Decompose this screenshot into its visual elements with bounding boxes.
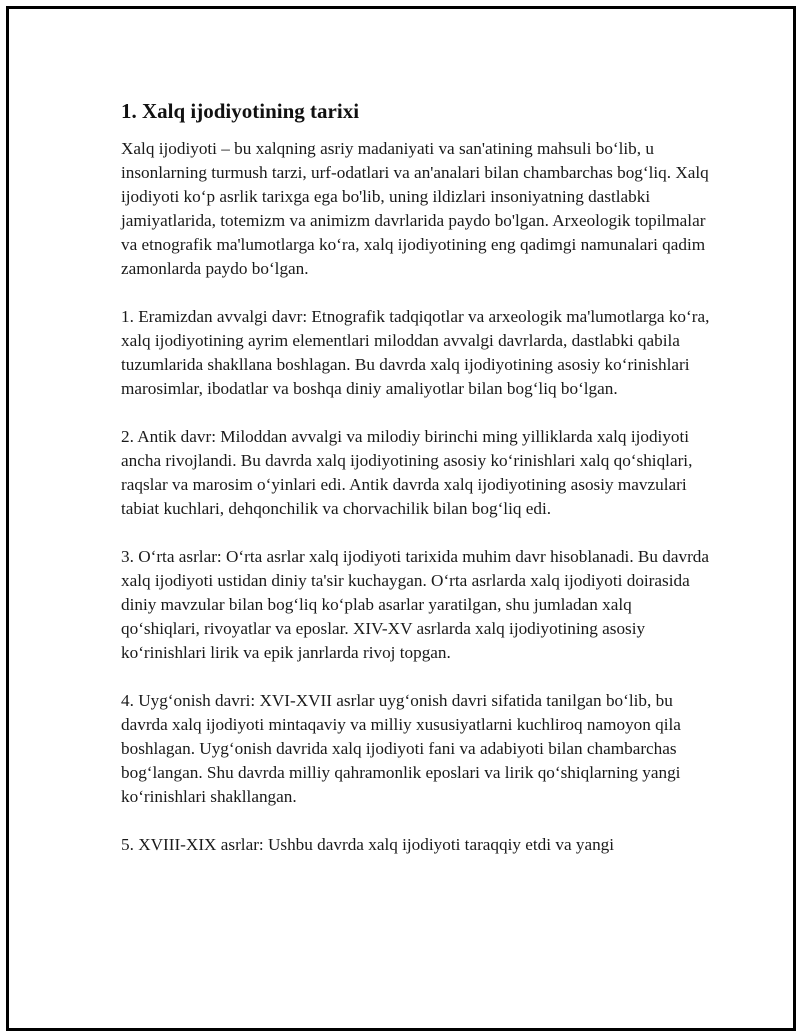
document-title: 1. Xalq ijodiyotining tarixi (121, 99, 360, 123)
paragraph-period-5: 5. XVIII-XIX asrlar: Ushbu davrda xalq ijodiyoti taraqqiy etdi va yangi (121, 835, 615, 854)
paragraph-period-4: 4. Uyg‘onish davri: XVI-XVII asrlar uyg‘onish davri sifatida tanilgan bo‘lib, bu davrda xalq ijodiyoti mintaqaviy va milliy xususiyatlarni kuchliroq namoyon qila boshlagan. Uyg‘onish davrida xalq ijodiyoti fani va adabiyoti bilan chambarchas bog‘langan. Shu davrda milliy qahramonlik eposlari va lirik qo‘shiqlarning yangi ko‘rinishlari shakllangan. (121, 691, 681, 806)
document-body (121, 97, 711, 881)
paragraph-intro: Xalq ijodiyoti – bu xalqning asriy madaniyati va san'atining mahsuli bo‘lib, u insonlarning turmush tarzi, urf-odatlari va an'analari bilan chambarchas bog‘liq. Xalq ijodiyoti ko‘p asrlik tarixga ega bo'lib, uning ildizlari insoniyatning dastlabki jamiyatlarida, totemizm va animizm davrlarida paydo bo'lgan. Arxeologik topilmalar va etnografik ma'lumotlarga ko‘ra, xalq ijodiyotining eng qadimgi namunalari qadim zamonlarda paydo bo‘lgan. (121, 139, 709, 278)
paragraph-period-3: 3. O‘rta asrlar: O‘rta asrlar xalq ijodiyoti tarixida muhim davr hisoblanadi. Bu davrda xalq ijodiyoti ustidan diniy ta'sir kuchaygan. O‘rta asrlarda xalq ijodiyoti doirasida diniy mavzular bilan bog‘liq ko‘plab asarlar yaratilgan, shu jumladan xalq qo‘shiqlari, rivoyatlar va eposlar. XIV-XV asrlarda xalq ijodiyotining asosiy ko‘rinishlari lirik va epik janrlarda rivoj topgan. (121, 547, 710, 662)
paragraph-period-1: 1. Eramizdan avvalgi davr: Etnografik tadqiqotlar va arxeologik ma'lumotlarga ko‘ra, xalq ijodiyotining ayrim elementlari miloddan avvalgi davrlarda, dastlabki qabila tuzumlarida shakllana boshlagan. Bu davrda xalq ijodiyotining asosiy ko‘rinishlari marosimlar, ibodatlar va boshqa diniy amaliyotlar bilan bog‘liq bo‘lgan. (121, 307, 710, 398)
paragraph-period-2: 2. Antik davr: Miloddan avvalgi va milodiy birinchi ming yilliklarda xalq ijodiyoti ancha rivojlandi. Bu davrda xalq ijodiyotining asosiy ko‘rinishlari xalq qo‘shiqlari, raqslar va marosim o‘yinlari edi. Antik davrda xalq ijodiyotining asosiy mavzulari tabiat kuchlari, dehqonchilik va chorvachilik bilan bog‘liq edi. (121, 427, 693, 518)
page-border (6, 6, 796, 1031)
